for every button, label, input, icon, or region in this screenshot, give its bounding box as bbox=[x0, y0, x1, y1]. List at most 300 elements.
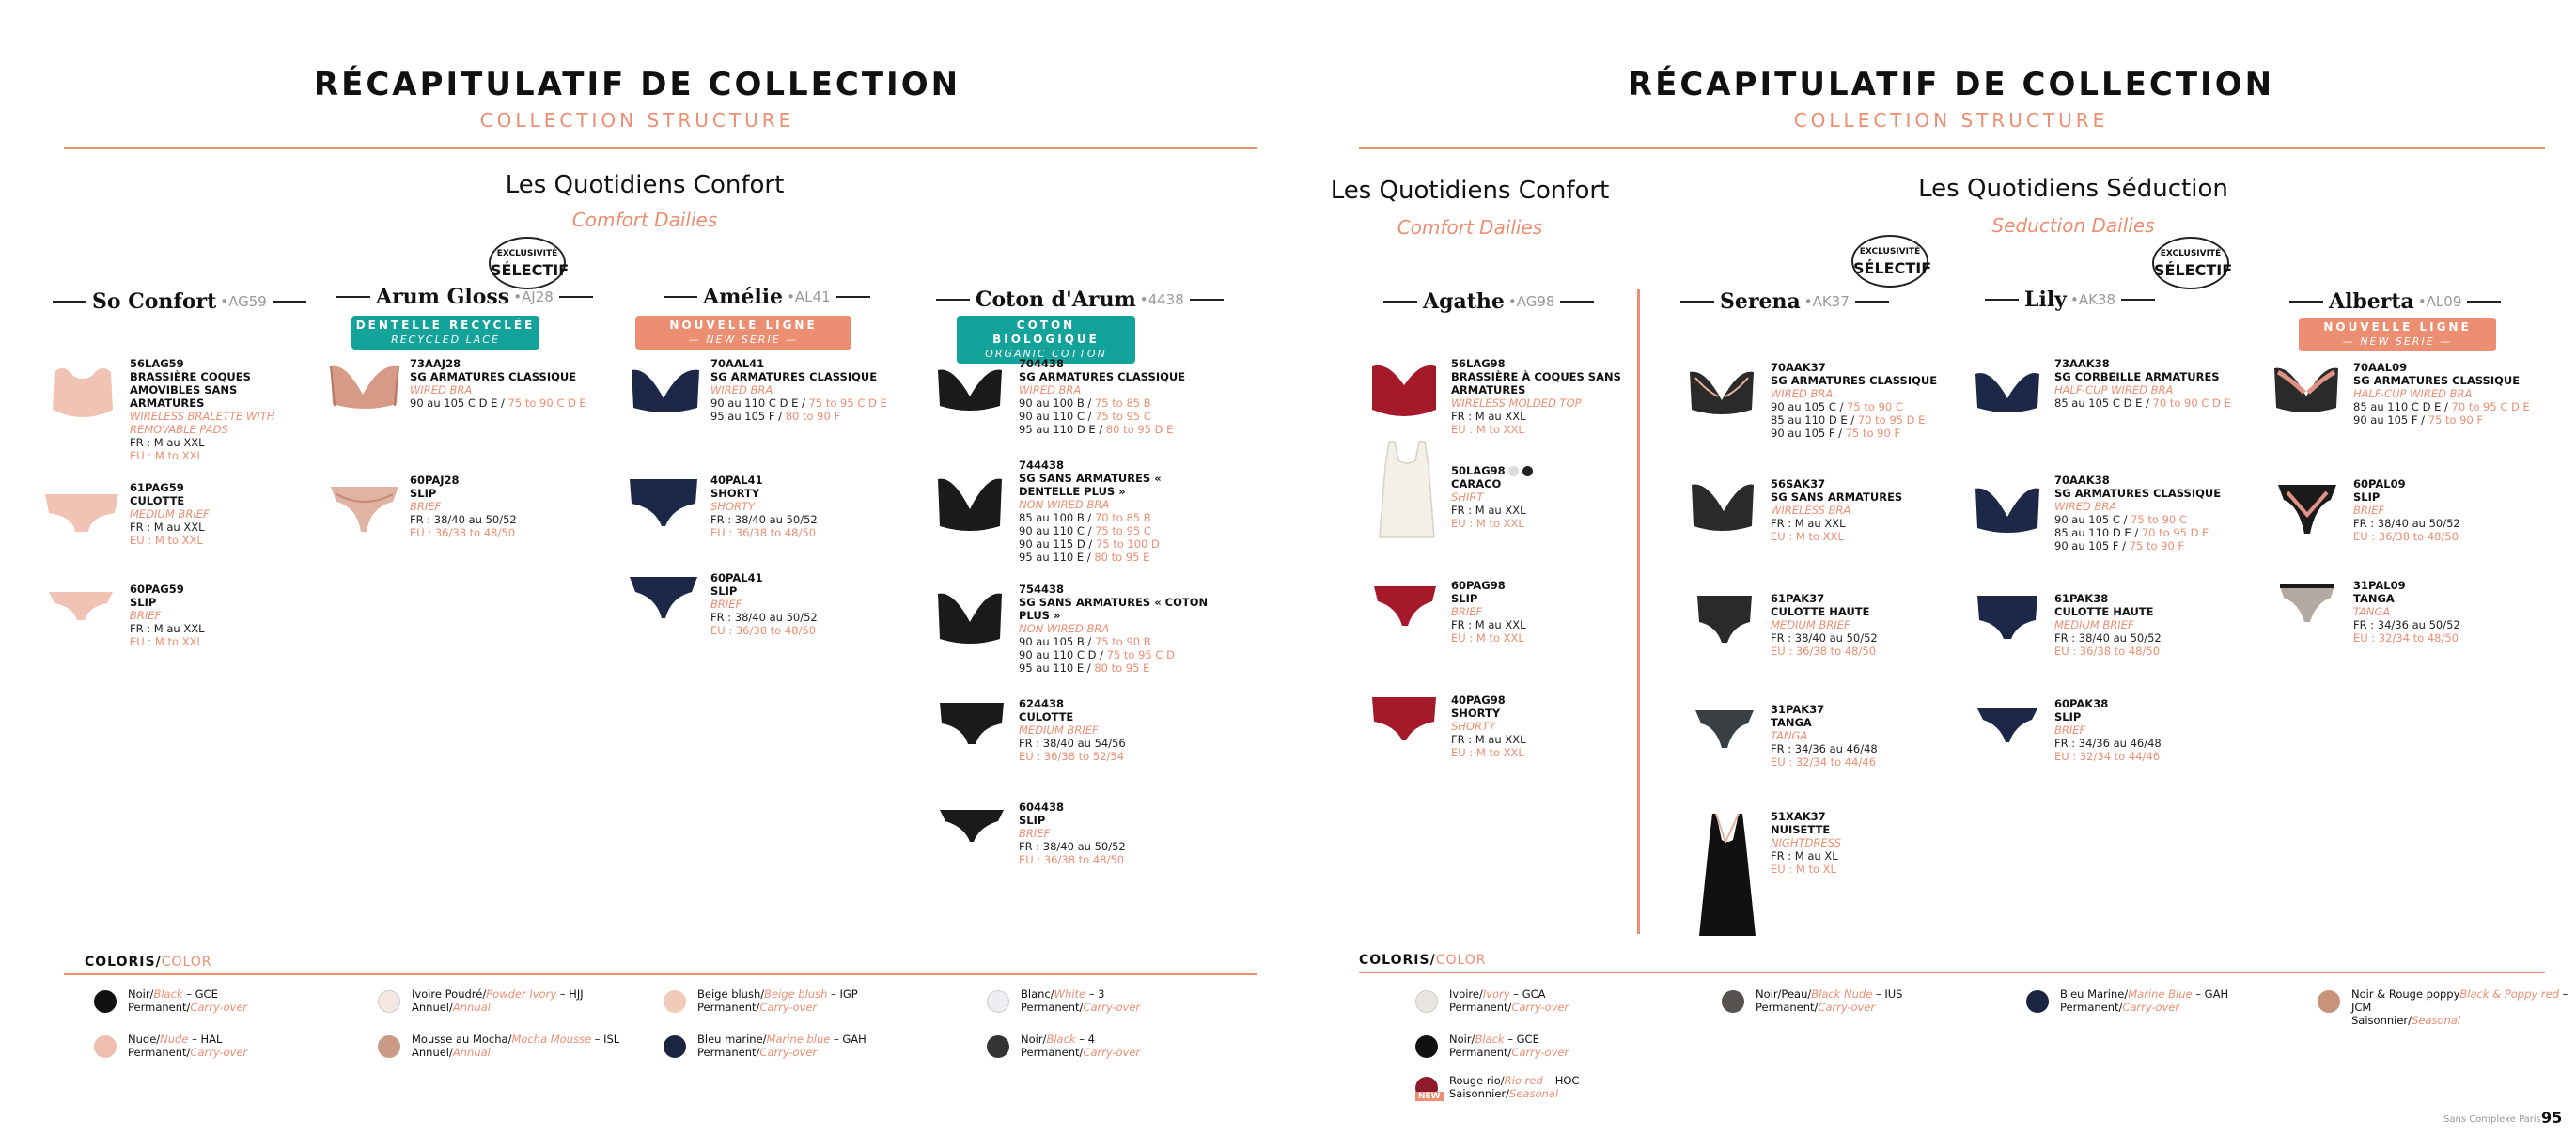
product-ref: 40PAL41 bbox=[710, 474, 763, 487]
footer-brand: Sans Complexe Paris bbox=[2443, 1114, 2541, 1125]
product-size-fr: FR : 34/36 au 46/48 bbox=[2054, 737, 2162, 750]
product-ref: 70AAL41 bbox=[710, 357, 765, 370]
product-image-navy-bra bbox=[626, 361, 705, 427]
size-fr: 90 au 105 F / bbox=[2054, 539, 2130, 552]
product-agathe-4 bbox=[1451, 693, 1630, 759]
color-label: Nude/Nude – HAL Permanent/Carry-over bbox=[128, 1033, 248, 1059]
line-code: •AL41 bbox=[787, 288, 831, 305]
size-fr: 90 au 110 C / bbox=[1019, 410, 1096, 423]
line-code: •AG59 bbox=[220, 293, 267, 310]
size-eu: 75 to 90 F bbox=[1845, 427, 1901, 440]
product-name-en: NON WIRED BRA bbox=[1019, 622, 1110, 635]
colors-label: COLORIS/ bbox=[1359, 953, 1436, 968]
product-image-serena-nightdress bbox=[1697, 810, 1757, 938]
product-name: SG ARMATURES CLASSIQUE bbox=[410, 370, 577, 383]
size-fr: 95 au 110 E / bbox=[1019, 661, 1095, 675]
right-page-subtitle: COLLECTION STRUCTURE bbox=[1793, 109, 2109, 132]
product-image-serena-bra bbox=[1684, 363, 1759, 428]
size-eu: 75 to 95 C D bbox=[1106, 648, 1175, 661]
size-eu: 70 to 85 B bbox=[1094, 511, 1151, 524]
color-swatch bbox=[378, 1035, 400, 1058]
product-size-eu: EU : M to XXL bbox=[1771, 530, 1844, 543]
product-name: SLIP bbox=[2353, 490, 2381, 504]
product-ref: 56SAK37 bbox=[1771, 477, 1826, 490]
colors-rule bbox=[1359, 972, 2545, 973]
product-name-en: SHORTY bbox=[1451, 720, 1496, 733]
size-eu: 75 to 90 B bbox=[1094, 635, 1151, 648]
product-size-fr: FR : 38/40 au 50/52 bbox=[710, 513, 818, 526]
product-ref: 61PAG59 bbox=[130, 481, 184, 494]
product-name: SG SANS ARMATURES bbox=[1771, 490, 1903, 504]
size-fr: 90 au 100 B / bbox=[1019, 396, 1095, 410]
color-label: Noir & Rouge poppyBlack & Poppy red – JCM Saisonnier/Seasonal bbox=[2351, 987, 2568, 1027]
color-dot-ivory bbox=[1508, 466, 1519, 476]
product-name-en: TANGA bbox=[2353, 605, 2391, 618]
line-code: •AL09 bbox=[2417, 293, 2462, 310]
product-name: CULOTTE HAUTE bbox=[1771, 605, 1870, 618]
product-image-lily-corbeille-bra bbox=[1970, 361, 2045, 427]
product-name: SG SANS ARMATURES « DENTELLE PLUS » bbox=[1019, 472, 1162, 498]
colors-rule bbox=[64, 973, 1257, 975]
product-image-red-slip bbox=[1370, 583, 1440, 628]
product-name: CARACO bbox=[1451, 477, 1502, 490]
color-swatch bbox=[378, 990, 400, 1013]
color-swatch bbox=[1722, 990, 1744, 1013]
size-fr: 85 au 110 D E / bbox=[1771, 413, 1858, 427]
color-swatch bbox=[94, 990, 117, 1013]
product-name-en: WIRELESS MOLDED TOP bbox=[1451, 396, 1582, 410]
product-name-en: WIRED BRA bbox=[2054, 500, 2117, 513]
right-section1-title: Les Quotidiens Confort bbox=[1330, 177, 1610, 205]
badge-en: ORGANIC COTTON bbox=[985, 348, 1107, 360]
product-name-en: WIRED BRA bbox=[1771, 387, 1834, 400]
product-image-red-bralette bbox=[1365, 357, 1444, 428]
product-size-eu: EU : 36/38 to 48/50 bbox=[710, 526, 817, 539]
product-size-eu: EU : 36/38 to 48/50 bbox=[410, 526, 516, 539]
product-ref: 70AAK38 bbox=[2054, 474, 2110, 487]
line-header-alberta bbox=[2284, 289, 2506, 314]
product-ref: 60PAL41 bbox=[710, 571, 763, 584]
product-coton-1 bbox=[1019, 357, 1216, 436]
product-ref: 61PAK38 bbox=[2054, 592, 2109, 605]
product-size-eu: EU : M to XXL bbox=[1451, 746, 1524, 759]
product-amelie-1 bbox=[710, 357, 908, 423]
color-swatch bbox=[1415, 1035, 1438, 1058]
badge-en: — NEW SERIE — bbox=[688, 334, 799, 346]
product-name: SLIP bbox=[2054, 710, 2082, 723]
product-name-en: WIRED BRA bbox=[710, 383, 773, 396]
product-name-en: SHIRT bbox=[1451, 490, 1484, 504]
product-size-fr: FR : 38/40 au 50/52 bbox=[2054, 631, 2162, 645]
product-lily-1 bbox=[2054, 357, 2252, 410]
product-ref: 31PAK37 bbox=[1771, 703, 1825, 716]
left-page-title: RÉCAPITULATIF DE COLLECTION bbox=[313, 66, 961, 103]
color-label: Bleu marine/Marine blue – GAH Permanent/Carry-over bbox=[697, 1033, 866, 1059]
product-size-eu: EU : M to XXL bbox=[130, 449, 203, 462]
right-page-title: RÉCAPITULATIF DE COLLECTION bbox=[1627, 66, 2275, 103]
product-size-fr: FR : 34/36 au 50/52 bbox=[2353, 618, 2460, 631]
product-name: CULOTTE bbox=[130, 494, 185, 507]
product-image-lily-culotte bbox=[1974, 592, 2041, 641]
product-size-fr: FR : M au XXL bbox=[1451, 410, 1526, 423]
color-label: Noir/Black – GCE Permanent/Carry-over bbox=[1449, 1033, 1569, 1059]
product-name: SLIP bbox=[1019, 814, 1046, 827]
product-name: SHORTY bbox=[710, 487, 760, 500]
line-name: Coton d'Arum bbox=[976, 288, 1136, 312]
product-image-black-cotton-bra bbox=[932, 584, 1007, 656]
colors-heading bbox=[1359, 953, 1487, 968]
exclusive-line1: EXCLUSIVITÉ bbox=[1859, 247, 1921, 257]
product-serena-2 bbox=[1771, 477, 1959, 543]
product-size-fr: FR : M au XL bbox=[1771, 849, 1838, 863]
color-label: Rouge rio/Rio red – HOC Saisonnier/Seasonal bbox=[1449, 1074, 1580, 1100]
badge-en: — NEW SERIE — bbox=[2342, 335, 2453, 348]
product-name: SLIP bbox=[1451, 592, 1478, 605]
product-alberta-3 bbox=[2353, 579, 2560, 645]
product-ref: 604438 bbox=[1019, 801, 1065, 814]
badge-en: RECYCLED LACE bbox=[391, 334, 500, 346]
left-section-subtitle: Comfort Dailies bbox=[571, 209, 718, 231]
product-image-lace-slip bbox=[327, 481, 402, 536]
product-image-black-bra bbox=[932, 361, 1007, 423]
product-name-en: WIRELESS BRA bbox=[1771, 504, 1851, 517]
product-ref: 60PAJ28 bbox=[410, 474, 460, 487]
product-name: BRASSIÈRE À COQUES SANS ARMATURES bbox=[1451, 370, 1621, 396]
product-size-fr: FR : M au XXL bbox=[1451, 504, 1526, 517]
product-serena-4 bbox=[1771, 703, 1959, 769]
line-code: •AG98 bbox=[1507, 293, 1555, 310]
product-name: SG ARMATURES CLASSIQUE bbox=[1019, 370, 1186, 383]
exclusive-selectif-badge bbox=[1851, 235, 1932, 288]
product-image-lily-slip bbox=[1974, 705, 2041, 744]
size-fr: 85 au 110 D E / bbox=[2054, 526, 2142, 539]
size-fr: 90 au 105 F / bbox=[2353, 413, 2428, 427]
size-eu: 75 to 90 F bbox=[2129, 539, 2185, 552]
product-size-eu: EU : 32/34 to 44/46 bbox=[2054, 750, 2161, 763]
product-ref: 704438 bbox=[1019, 357, 1065, 370]
product-name-en: MEDIUM BRIEF bbox=[130, 507, 210, 521]
size-fr: 90 au 105 B / bbox=[1019, 635, 1095, 648]
product-image-red-shorty bbox=[1368, 693, 1440, 742]
product-image-alberta-tanga bbox=[2276, 583, 2338, 624]
product-alberta-1 bbox=[2353, 361, 2560, 427]
product-name: SLIP bbox=[130, 596, 157, 609]
section-divider bbox=[1637, 289, 1640, 934]
product-agathe-3 bbox=[1451, 579, 1630, 645]
color-swatch bbox=[2318, 990, 2340, 1013]
color-label: Ivoire Poudré/Powder Ivory – HJJ Annuel/Annual bbox=[412, 987, 584, 1014]
left-page-subtitle: COLLECTION STRUCTURE bbox=[479, 109, 795, 132]
color-swatch bbox=[664, 990, 686, 1013]
right-section2-title: Les Quotidiens Séduction bbox=[1918, 175, 2228, 203]
product-image-serena-wireless-bra bbox=[1686, 475, 1759, 543]
product-ref: 56LAG59 bbox=[130, 357, 184, 370]
product-size-fr: FR : 38/40 au 54/56 bbox=[1019, 737, 1126, 750]
product-size-eu: EU : 36/38 to 48/50 bbox=[2054, 645, 2161, 658]
product-size-fr: FR : M au XXL bbox=[130, 521, 205, 534]
colors-label: COLORIS/ bbox=[85, 955, 162, 970]
line-name: So Confort bbox=[92, 289, 217, 314]
color-label: Blanc/White – 3 Permanent/Carry-over bbox=[1021, 987, 1141, 1014]
product-size-fr: FR : M au XXL bbox=[130, 622, 205, 635]
product-ref: 51XAK37 bbox=[1771, 810, 1826, 823]
product-name: CULOTTE HAUTE bbox=[2054, 605, 2154, 618]
badge-fr: NOUVELLE LIGNE bbox=[2323, 320, 2472, 334]
exclusive-line1: EXCLUSIVITÉ bbox=[496, 249, 558, 258]
product-size-eu: EU : 36/38 to 48/50 bbox=[2353, 530, 2459, 543]
line-code: •AJ28 bbox=[513, 288, 554, 305]
color-swatch bbox=[2026, 990, 2049, 1013]
product-name-en: MEDIUM BRIEF bbox=[2054, 618, 2134, 631]
product-name: SHORTY bbox=[1451, 707, 1501, 720]
size-eu: 75 to 85 B bbox=[1094, 396, 1151, 410]
product-size-eu: EU : 36/38 to 48/50 bbox=[1771, 645, 1877, 658]
product-name-en: TANGA bbox=[1771, 729, 1808, 742]
product-name: CULOTTE bbox=[1019, 710, 1074, 723]
product-size-fr: FR : 34/36 au 46/48 bbox=[1771, 742, 1878, 755]
product-name-en: HALF-CUP WIRED BRA bbox=[2353, 387, 2473, 400]
line-name: Agathe bbox=[1423, 289, 1505, 314]
product-so-confort-3 bbox=[130, 583, 299, 648]
product-name-en: BRIEF bbox=[2054, 723, 2086, 737]
product-lily-4 bbox=[2054, 697, 2252, 763]
line-code: •AK38 bbox=[2069, 291, 2116, 308]
badge-recycled-lace bbox=[351, 316, 539, 350]
size-fr: 85 au 110 C D E / bbox=[2353, 400, 2452, 413]
product-ref: 70AAL09 bbox=[2353, 361, 2408, 374]
line-name: Alberta bbox=[2329, 289, 2414, 314]
product-size-eu: EU : M to XL bbox=[1771, 863, 1836, 876]
size-eu: 80 to 95 E bbox=[1094, 551, 1150, 564]
size-fr: 85 au 105 C D E / bbox=[2054, 396, 2153, 410]
product-size-eu: EU : 32/34 to 48/50 bbox=[2353, 631, 2459, 645]
product-size-fr: FR : M au XXL bbox=[1771, 517, 1846, 530]
product-image-lily-wired-bra bbox=[1970, 479, 2045, 547]
product-coton-4 bbox=[1019, 697, 1216, 763]
right-section2-subtitle: Seduction Dailies bbox=[1991, 214, 2155, 237]
line-header-amelie bbox=[658, 285, 876, 309]
product-name-en: NIGHTDRESS bbox=[1771, 836, 1841, 849]
product-image-black-slip bbox=[936, 806, 1007, 844]
exclusive-line2: SÉLECTIF bbox=[2154, 261, 2233, 279]
badge-fr: NOUVELLE LIGNE bbox=[669, 319, 818, 332]
product-coton-3 bbox=[1019, 583, 1216, 675]
product-name: SG CORBEILLE ARMATURES bbox=[2054, 370, 2220, 383]
badge-fr: COTON BIOLOGIQUE bbox=[992, 319, 1100, 346]
product-image-white-caraco bbox=[1372, 438, 1442, 541]
product-name-en: SHORTY bbox=[710, 500, 756, 513]
product-image-serena-tanga bbox=[1692, 707, 1757, 750]
product-name-en: WIRED BRA bbox=[1019, 383, 1082, 396]
product-image-navy-shorty bbox=[626, 475, 701, 528]
product-image-culotte bbox=[41, 489, 122, 536]
product-size-fr: FR : 38/40 au 50/52 bbox=[410, 513, 517, 526]
product-name-en: HALF-CUP WIRED BRA bbox=[2054, 383, 2174, 396]
line-name: Amélie bbox=[703, 285, 784, 309]
product-name-en: WIRED BRA bbox=[410, 383, 473, 396]
product-ref: 70AAK37 bbox=[1771, 361, 1826, 374]
color-swatch bbox=[987, 990, 1009, 1013]
product-name-en: BRIEF bbox=[410, 500, 442, 513]
product-lily-2 bbox=[2054, 474, 2252, 552]
exclusive-line1: EXCLUSIVITÉ bbox=[2160, 249, 2222, 258]
right-header-rule bbox=[1359, 147, 2545, 149]
size-eu: 75 to 100 D bbox=[1095, 537, 1160, 551]
badge-new-serie bbox=[2299, 318, 2496, 351]
line-name: Lily bbox=[2024, 288, 2067, 312]
product-ref: 56LAG98 bbox=[1451, 357, 1506, 370]
product-name: TANGA bbox=[2353, 592, 2395, 605]
size-eu: 70 to 95 C D E bbox=[2451, 400, 2530, 413]
product-name-en: MEDIUM BRIEF bbox=[1771, 618, 1850, 631]
size-fr: 95 au 110 D E / bbox=[1019, 423, 1106, 436]
product-name-en: BRIEF bbox=[2353, 504, 2385, 517]
product-agathe-2 bbox=[1451, 464, 1630, 530]
size-eu: 70 to 95 D E bbox=[1857, 413, 1926, 427]
product-size-eu: EU : M to XXL bbox=[1451, 423, 1524, 436]
color-label: Noir/Peau/Black Nude – IUS Permanent/Carry-over bbox=[1756, 987, 1903, 1014]
product-image-wired-bra bbox=[325, 357, 404, 423]
product-size-eu: EU : M to XXL bbox=[1451, 517, 1524, 530]
product-ref: 754438 bbox=[1019, 583, 1065, 596]
product-name: SG ARMATURES CLASSIQUE bbox=[710, 370, 878, 383]
product-name: TANGA bbox=[1771, 716, 1812, 729]
color-label: Mousse au Mocha/Mocha Mousse – ISL Annuel/Annual bbox=[412, 1033, 620, 1059]
product-name-en: BRIEF bbox=[1451, 605, 1483, 618]
line-name: Arum Gloss bbox=[376, 285, 510, 309]
product-ref: 31PAL09 bbox=[2353, 579, 2406, 592]
product-ref: 744438 bbox=[1019, 459, 1065, 472]
product-image-bralette bbox=[45, 363, 120, 428]
product-ref: 60PAK38 bbox=[2054, 697, 2109, 710]
line-header-agathe bbox=[1378, 289, 1600, 314]
colors-label-en: COLOR bbox=[1435, 953, 1487, 968]
product-image-slip bbox=[47, 588, 115, 622]
exclusive-selectif-badge-2 bbox=[2152, 237, 2233, 289]
product-size-fr: FR : 38/40 au 50/52 bbox=[1771, 631, 1878, 645]
product-lily-3 bbox=[2054, 592, 2252, 658]
product-size-eu: EU : 36/38 to 48/50 bbox=[1019, 853, 1125, 866]
page-number: 95 bbox=[2541, 1109, 2563, 1127]
right-section1-subtitle: Comfort Dailies bbox=[1397, 216, 1543, 239]
product-name-en: BRIEF bbox=[130, 609, 162, 622]
line-header-so-confort bbox=[47, 289, 312, 314]
product-name: NUISETTE bbox=[1771, 823, 1831, 836]
size-eu: 75 to 95 C bbox=[1095, 410, 1151, 423]
product-size-fr: FR : 38/40 au 50/52 bbox=[710, 611, 818, 624]
line-header-coton-darum bbox=[930, 288, 1229, 312]
product-size-eu: EU : 32/34 to 44/46 bbox=[1771, 755, 1877, 769]
product-serena-5 bbox=[1771, 810, 1959, 876]
color-label: Noir/Black – 4 Permanent/Carry-over bbox=[1021, 1033, 1141, 1059]
new-tag: NEW bbox=[1415, 1092, 1444, 1101]
product-agathe-1 bbox=[1451, 357, 1630, 436]
product-size-fr: FR : 38/40 au 50/52 bbox=[1019, 840, 1126, 853]
color-label: Beige blush/Beige blush – IGP Permanent/Carry-over bbox=[697, 987, 858, 1014]
color-label: Bleu Marine/Marine Blue – GAH Permanent/Carry-over bbox=[2060, 987, 2229, 1014]
product-name-en: NON WIRED BRA bbox=[1019, 498, 1110, 511]
color-swatch bbox=[664, 1035, 686, 1058]
size-eu: 75 to 95 C bbox=[1095, 524, 1151, 537]
product-ref: 40PAG98 bbox=[1451, 693, 1506, 707]
size-eu: 70 to 90 C D E bbox=[2152, 396, 2231, 410]
size-fr: 90 au 105 C D E / bbox=[410, 396, 508, 410]
product-serena-3 bbox=[1771, 592, 1959, 658]
line-header-lily bbox=[1979, 288, 2161, 312]
product-coton-5 bbox=[1019, 801, 1216, 866]
product-name-en: BRIEF bbox=[1019, 827, 1051, 840]
colors-label-en: COLOR bbox=[161, 955, 212, 970]
product-ref: 50LAG98 bbox=[1451, 464, 1506, 477]
product-size-fr: FR : 38/40 au 50/52 bbox=[2353, 517, 2460, 530]
product-name: SG ARMATURES CLASSIQUE bbox=[1771, 374, 1938, 387]
colors-heading bbox=[85, 955, 212, 970]
color-label: Ivoire/Ivory – GCA Permanent/Carry-over bbox=[1449, 987, 1569, 1014]
size-fr: 90 au 110 C D E / bbox=[710, 396, 809, 410]
product-size-fr: FR : M au XXL bbox=[1451, 733, 1526, 746]
exclusive-selectif-badge bbox=[489, 237, 570, 289]
size-fr: 95 au 110 E / bbox=[1019, 551, 1095, 564]
size-fr: 90 au 105 C / bbox=[2054, 513, 2131, 526]
left-header-rule bbox=[64, 147, 1257, 149]
product-name-en: WIRELESS BRALETTE WITH REMOVABLE PADS bbox=[130, 410, 275, 436]
size-fr: 95 au 105 F / bbox=[710, 410, 786, 423]
product-name: SLIP bbox=[710, 584, 738, 598]
color-swatch bbox=[94, 1035, 117, 1058]
product-ref: 61PAK37 bbox=[1771, 592, 1825, 605]
product-arum-gloss-2 bbox=[410, 474, 588, 539]
product-name: SG SANS ARMATURES « COTON PLUS » bbox=[1019, 596, 1209, 622]
exclusive-line2: SÉLECTIF bbox=[1853, 259, 1932, 277]
product-arum-gloss-1 bbox=[410, 357, 588, 410]
badge-new-serie bbox=[635, 316, 851, 350]
product-image-serena-culotte bbox=[1694, 592, 1756, 645]
size-fr: 90 au 110 C / bbox=[1019, 524, 1096, 537]
product-name: SG ARMATURES CLASSIQUE bbox=[2054, 487, 2222, 500]
product-alberta-2 bbox=[2353, 477, 2560, 543]
line-code: •4438 bbox=[1139, 291, 1184, 308]
product-name: SLIP bbox=[410, 487, 437, 500]
exclusive-line2: SÉLECTIF bbox=[491, 261, 570, 279]
line-header-arum-gloss bbox=[331, 285, 599, 309]
product-ref: 73AAJ28 bbox=[410, 357, 461, 370]
product-coton-2 bbox=[1019, 459, 1216, 564]
size-fr: 85 au 100 B / bbox=[1019, 511, 1095, 524]
product-ref: 60PAG98 bbox=[1451, 579, 1506, 592]
size-eu: 75 to 90 C bbox=[2131, 513, 2187, 526]
size-fr: 90 au 110 C D / bbox=[1019, 648, 1107, 661]
product-name: BRASSIÈRE COQUES AMOVIBLES SANS ARMATURES bbox=[130, 370, 251, 410]
color-dot-black bbox=[1522, 466, 1533, 476]
product-so-confort-1 bbox=[130, 357, 299, 462]
color-swatch bbox=[1415, 990, 1438, 1013]
line-code: •AK37 bbox=[1803, 293, 1850, 310]
product-so-confort-2 bbox=[130, 481, 299, 547]
product-size-fr: FR : M au XXL bbox=[130, 436, 205, 449]
product-name: SG ARMATURES CLASSIQUE bbox=[2353, 374, 2521, 387]
product-name-en: MEDIUM BRIEF bbox=[1019, 723, 1099, 737]
product-size-eu: EU : M to XXL bbox=[1451, 631, 1524, 645]
product-size-fr: FR : M au XXL bbox=[1451, 618, 1526, 631]
product-ref: 60PAL09 bbox=[2353, 477, 2406, 490]
size-eu: 75 to 90 F bbox=[2428, 413, 2484, 427]
left-section-title: Les Quotidiens Confort bbox=[505, 171, 785, 199]
product-image-alberta-bra bbox=[2269, 359, 2344, 427]
size-eu: 80 to 90 F bbox=[785, 410, 841, 423]
color-swatch bbox=[987, 1035, 1009, 1058]
size-eu: 70 to 95 D E bbox=[2141, 526, 2209, 539]
product-ref: 60PAG59 bbox=[130, 583, 184, 596]
